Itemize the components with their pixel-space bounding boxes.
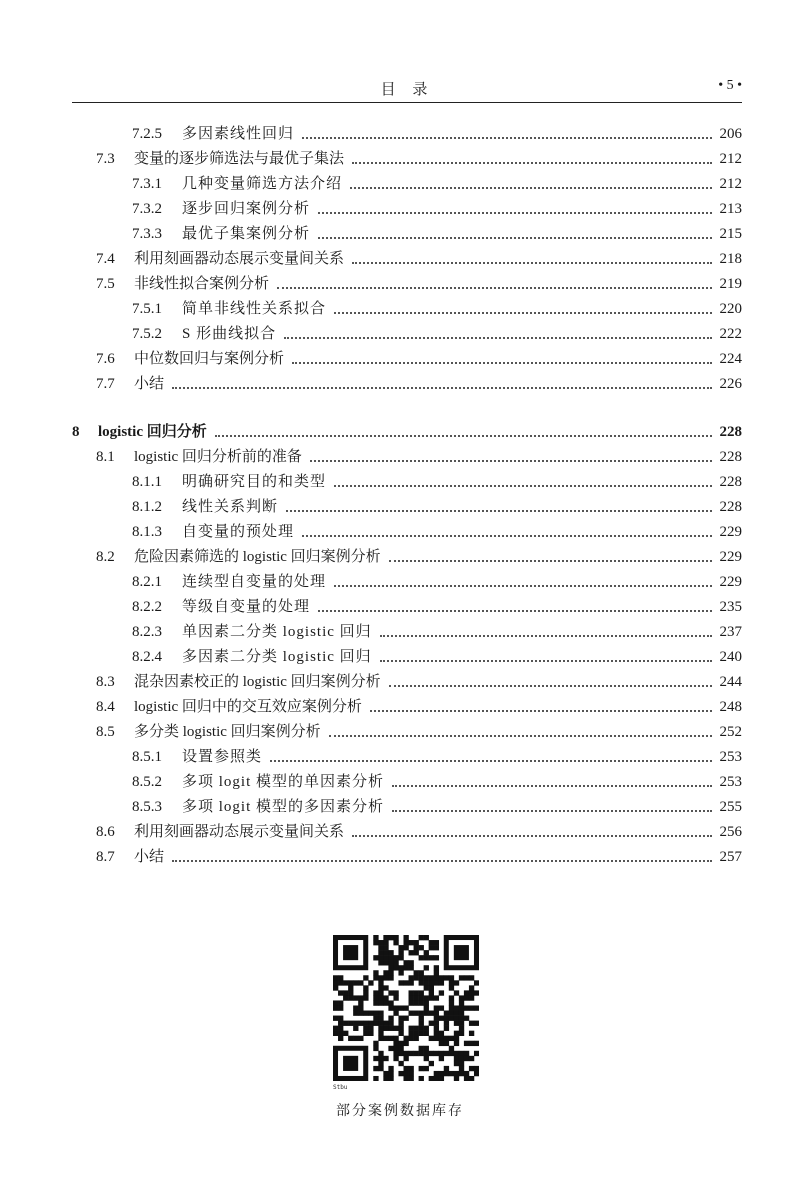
toc-dot-leader xyxy=(302,534,712,537)
toc-entry-title: 逐步回归案例分析 xyxy=(182,201,311,217)
toc-dot-leader xyxy=(334,584,712,587)
toc-entry-number: 8.4 xyxy=(96,699,115,715)
toc-entry-number: 8.5.3 xyxy=(132,799,162,815)
toc-dot-leader xyxy=(352,161,712,164)
toc-entry-title: 多项 logit 模型的多因素分析 xyxy=(182,799,385,815)
toc-dot-leader xyxy=(270,759,712,762)
toc-entry-title: 最优子集案例分析 xyxy=(182,226,311,242)
toc-entry[interactable] xyxy=(72,495,742,520)
toc-entry-number: 7.3 xyxy=(96,151,115,167)
toc-dot-leader xyxy=(277,286,712,289)
toc-dot-leader xyxy=(380,659,712,662)
toc-entry-page: 206 xyxy=(719,126,742,142)
toc-entry-number: 8.2.3 xyxy=(132,624,162,640)
toc-entry-number: 8.5 xyxy=(96,724,115,740)
toc-entry-number: 7.4 xyxy=(96,251,115,267)
toc-entry-number: 8.7 xyxy=(96,849,115,865)
toc-entry-title: logistic 回归中的交互效应案例分析 xyxy=(134,699,362,715)
toc-entry[interactable] xyxy=(72,845,742,870)
toc-entry[interactable] xyxy=(72,545,742,570)
toc-entry[interactable] xyxy=(72,322,742,347)
toc-entry[interactable] xyxy=(72,347,742,372)
toc-entry-number: 7.5.1 xyxy=(132,301,162,317)
toc-dot-leader xyxy=(334,484,712,487)
toc-entry-title: 多因素线性回归 xyxy=(182,126,295,142)
toc-entry[interactable] xyxy=(72,272,742,297)
toc-entry-title: S 形曲线拟合 xyxy=(182,326,277,342)
toc-entry-title: 中位数回归与案例分析 xyxy=(134,351,285,367)
toc-entry-page: 240 xyxy=(719,649,742,665)
toc-entry-page: 237 xyxy=(719,624,742,640)
toc-entry[interactable] xyxy=(72,695,742,720)
toc-entry[interactable] xyxy=(72,122,742,147)
toc-entry[interactable] xyxy=(72,645,742,670)
toc-entry-page: 228 xyxy=(719,449,742,465)
toc-dot-leader xyxy=(318,609,712,612)
toc-dot-leader xyxy=(310,459,712,462)
toc-entry-title: logistic 回归分析 xyxy=(98,424,207,440)
toc-dot-leader xyxy=(352,261,712,264)
toc-entry[interactable] xyxy=(72,445,742,470)
toc-entry-title: 等级自变量的处理 xyxy=(182,599,311,615)
toc-entry[interactable] xyxy=(72,147,742,172)
toc-entry-page: 219 xyxy=(719,276,742,292)
toc-entry-number: 7.6 xyxy=(96,351,115,367)
toc-dot-leader xyxy=(284,336,712,339)
toc-dot-leader xyxy=(286,509,712,512)
toc-entry-number: 8.2.2 xyxy=(132,599,162,615)
toc-entry-number: 7.3.3 xyxy=(132,226,162,242)
qr-caption: 部分案例数据库存 xyxy=(336,1103,464,1119)
toc-dot-leader xyxy=(172,386,712,389)
toc-entry-page: 218 xyxy=(719,251,742,267)
toc-entry[interactable] xyxy=(72,620,742,645)
toc-entry-number: 8.1.2 xyxy=(132,499,162,515)
toc-entry-title: 多分类 logistic 回归案例分析 xyxy=(134,724,321,740)
toc-entry-title: 非线性拟合案例分析 xyxy=(134,276,270,292)
toc-entry-number: 8.2.1 xyxy=(132,574,162,590)
toc-entry-title: 明确研究目的和类型 xyxy=(182,474,327,490)
toc-entry-page: 248 xyxy=(719,699,742,715)
toc-entry-page: 212 xyxy=(719,176,742,192)
toc-entry[interactable] xyxy=(72,470,742,495)
toc-entry-page: 229 xyxy=(719,524,742,540)
toc-entry-title: logistic 回归分析前的准备 xyxy=(134,449,302,465)
toc-entry-number: 7.5 xyxy=(96,276,115,292)
toc-dot-leader xyxy=(350,186,712,189)
toc-entry-page: 257 xyxy=(719,849,742,865)
toc-entry-title: 小结 xyxy=(134,376,165,392)
toc-entry-number: 8.1.3 xyxy=(132,524,162,540)
toc-dot-leader xyxy=(334,311,712,314)
toc-entry-number: 8.3 xyxy=(96,674,115,690)
toc-entry-number: 8.2.4 xyxy=(132,649,162,665)
toc-entry[interactable] xyxy=(72,745,742,770)
toc-entry[interactable] xyxy=(72,222,742,247)
toc-entry[interactable] xyxy=(72,520,742,545)
toc-entry-title: 多因素二分类 logistic 回归 xyxy=(182,649,372,665)
toc-entry-page: 215 xyxy=(719,226,742,242)
toc-entry-title: 自变量的预处理 xyxy=(182,524,295,540)
toc-entry-number: 8.5.2 xyxy=(132,774,162,790)
toc-dot-leader xyxy=(215,434,712,437)
toc-entry-number: 7.3.1 xyxy=(132,176,162,192)
toc-entry-title: 简单非线性关系拟合 xyxy=(182,301,327,317)
toc-dot-leader xyxy=(389,559,712,562)
toc-entry-title: 单因素二分类 logistic 回归 xyxy=(182,624,372,640)
toc-entry-title: 多项 logit 模型的单因素分析 xyxy=(182,774,385,790)
toc-dot-leader xyxy=(389,684,712,687)
toc-entry-title: 线性关系判断 xyxy=(182,499,279,515)
qr-code xyxy=(333,935,479,1081)
toc-entry[interactable] xyxy=(72,247,742,272)
toc-entry[interactable] xyxy=(72,172,742,197)
toc-entry[interactable] xyxy=(72,595,742,620)
toc-entry-number: 8.1.1 xyxy=(132,474,162,490)
toc-entry-page: 212 xyxy=(719,151,742,167)
page-number: • 5 • xyxy=(718,78,742,93)
toc-entry-page: 222 xyxy=(719,326,742,342)
toc-entry[interactable] xyxy=(72,570,742,595)
toc-entry-page: 253 xyxy=(719,749,742,765)
toc-entry-title: 小结 xyxy=(134,849,165,865)
toc-entry-number: 7.3.2 xyxy=(132,201,162,217)
toc-dot-leader xyxy=(392,809,712,812)
toc-entry-page: 256 xyxy=(719,824,742,840)
toc-dot-leader xyxy=(302,136,712,139)
toc-entry-page: 224 xyxy=(719,351,742,367)
toc-entry-page: 213 xyxy=(719,201,742,217)
toc-entry-title: 变量的逐步筛选法与最优子集法 xyxy=(134,151,345,167)
toc-entry[interactable] xyxy=(72,297,742,322)
toc-dot-leader xyxy=(380,634,712,637)
toc-entry[interactable] xyxy=(72,795,742,820)
toc-dot-leader xyxy=(329,734,712,737)
toc-entry-number: 7.7 xyxy=(96,376,115,392)
toc-entry-page: 229 xyxy=(719,549,742,565)
toc-entry-page: 255 xyxy=(719,799,742,815)
toc-entry-number: 8.2 xyxy=(96,549,115,565)
toc-entry-title: 连续型自变量的处理 xyxy=(182,574,327,590)
toc-entry[interactable] xyxy=(72,197,742,222)
toc-entry-title: 利用刻画器动态展示变量间关系 xyxy=(134,251,345,267)
toc-entry-title: 设置参照类 xyxy=(182,749,263,765)
toc-entry-page: 252 xyxy=(719,724,742,740)
toc-dot-leader xyxy=(172,859,712,862)
qr-small-label: Stbu xyxy=(333,1084,348,1091)
toc-entry-page: 244 xyxy=(719,674,742,690)
toc-entry-number: 8.5.1 xyxy=(132,749,162,765)
toc-entry-title: 利用刻画器动态展示变量间关系 xyxy=(134,824,345,840)
toc-entry-number: 8.1 xyxy=(96,449,115,465)
toc-entry[interactable] xyxy=(72,770,742,795)
toc-entry[interactable] xyxy=(72,420,742,445)
toc-entry[interactable] xyxy=(72,820,742,845)
toc-entry-page: 220 xyxy=(719,301,742,317)
toc-entry-page: 229 xyxy=(719,574,742,590)
toc-entry[interactable] xyxy=(72,372,742,397)
toc-dot-leader xyxy=(318,236,712,239)
toc-dot-leader xyxy=(292,361,712,364)
toc-entry-title: 几种变量筛选方法介绍 xyxy=(182,176,343,192)
toc-entry[interactable] xyxy=(72,720,742,745)
toc-entry-number: 8.6 xyxy=(96,824,115,840)
toc-entry-page: 228 xyxy=(719,424,742,440)
qr-code-image xyxy=(333,935,479,1081)
table-of-contents xyxy=(72,122,742,870)
toc-entry-title: 危险因素筛选的 logistic 回归案例分析 xyxy=(134,549,381,565)
header-title: 目 录 xyxy=(380,80,434,98)
toc-entry-title: 混杂因素校正的 logistic 回归案例分析 xyxy=(134,674,381,690)
toc-entry-page: 228 xyxy=(719,499,742,515)
toc-dot-leader xyxy=(392,784,712,787)
toc-entry-page: 226 xyxy=(719,376,742,392)
toc-dot-leader xyxy=(318,211,712,214)
toc-entry-page: 228 xyxy=(719,474,742,490)
toc-entry-page: 253 xyxy=(719,774,742,790)
toc-entry-number: 7.5.2 xyxy=(132,326,162,342)
page-header xyxy=(72,76,742,103)
toc-entry-number: 8 xyxy=(72,424,80,440)
toc-entry-page: 235 xyxy=(719,599,742,615)
toc-dot-leader xyxy=(352,834,712,837)
toc-entry[interactable] xyxy=(72,670,742,695)
toc-dot-leader xyxy=(370,709,712,712)
toc-entry-number: 7.2.5 xyxy=(132,126,162,142)
